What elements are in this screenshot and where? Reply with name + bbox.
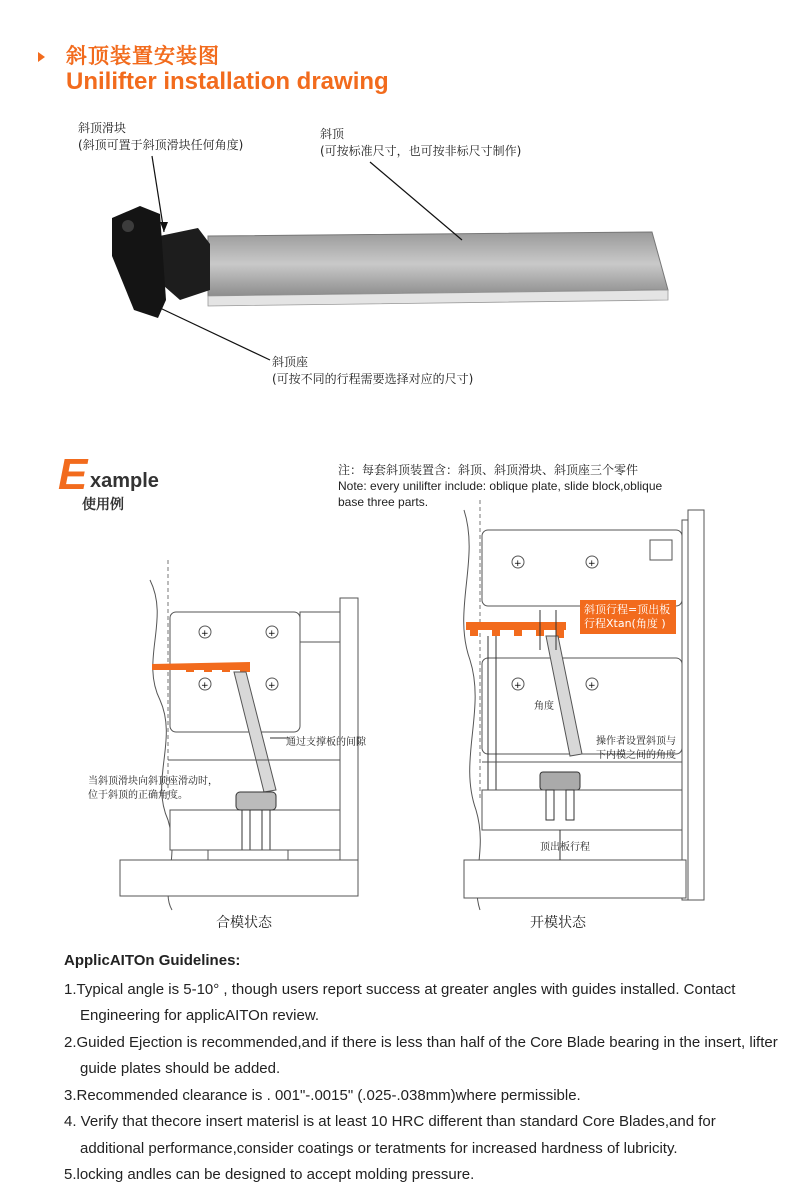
open-mold-caption: 开模状态 [530, 915, 586, 931]
guideline-item: 2.Guided Ejection is recommended,and if there is less than half of the Core Blade bearing in the insert, lifter guide plates should be added. [64, 1033, 778, 1077]
gap-label: 通过支撑板的间隙 [286, 737, 366, 748]
unilifter-product-drawing [0, 0, 800, 420]
stroke-formula-label: 斜顶行程=顶出板 行程Xtan(角度 ) [584, 603, 671, 630]
base-hole [122, 220, 134, 232]
guideline-item: 5.locking andles can be designed to accept molding pressure. [64, 1166, 475, 1183]
guideline-item: 1.Typical angle is 5-10° , though users report success at greater angles with guides installed. Contact Engineering for applicAITOn review. [64, 980, 736, 1024]
example-heading: xample [90, 470, 159, 492]
title-chinese: 斜顶装置安装图 [66, 44, 220, 68]
example-heading-cn: 使用例 [82, 497, 124, 513]
slide-block-label: 斜顶滑块 (斜顶可置于斜顶滑块任何角度) [78, 121, 244, 152]
title-english: Unilifter installation drawing [66, 68, 389, 95]
svg-text:+: + [268, 629, 276, 639]
ejector-stroke-label: 顶出板行程 [540, 842, 590, 853]
svg-text:+: + [201, 629, 209, 639]
angle-label: 角度 [534, 701, 554, 712]
example-initial: E [58, 450, 88, 499]
guideline-item: 3.Recommended clearance is . 001"-.0015" (.025-.038mm)where permissible. [64, 1086, 581, 1104]
svg-text:+: + [268, 681, 276, 691]
open-mold-diagram [400, 500, 800, 920]
lifter-bar [208, 232, 668, 296]
guideline-item: 4. Verify that thecore insert materisl is at least 10 HRC different than standard Core Blades,and for additional performance,consider coatings or teratments for increased hardness of lubricity. [64, 1113, 716, 1157]
application-guidelines [64, 948, 784, 1189]
guidelines-heading: ApplicAITOn Guidelines: [64, 952, 241, 969]
base-label: 斜顶座 (可按不同的行程需要选择对应的尺寸) [272, 355, 474, 386]
slide-angle-label: 当斜顶滑块向斜顶座滑动时， 位于斜顶的正确角度。 [88, 776, 218, 801]
svg-text:+: + [588, 681, 596, 691]
svg-text:+: + [201, 681, 209, 691]
closed-mold-caption: 合模状态 [216, 915, 272, 931]
lifter-base [112, 206, 166, 318]
svg-text:+: + [514, 681, 522, 691]
parts-note: 注：每套斜顶装置含：斜顶、斜顶滑块、斜顶座三个零件 Note: every unilifter include: oblique plate, slide block,oblique base three parts. [338, 463, 663, 509]
operator-angle-label: 操作者设置斜顶与 下内模之间的角度 [596, 736, 676, 761]
svg-text:+: + [588, 559, 596, 569]
svg-text:+: + [514, 559, 522, 569]
lifter-label: 斜顶 (可按标准尺寸，也可按非标尺寸制作) [320, 127, 522, 158]
